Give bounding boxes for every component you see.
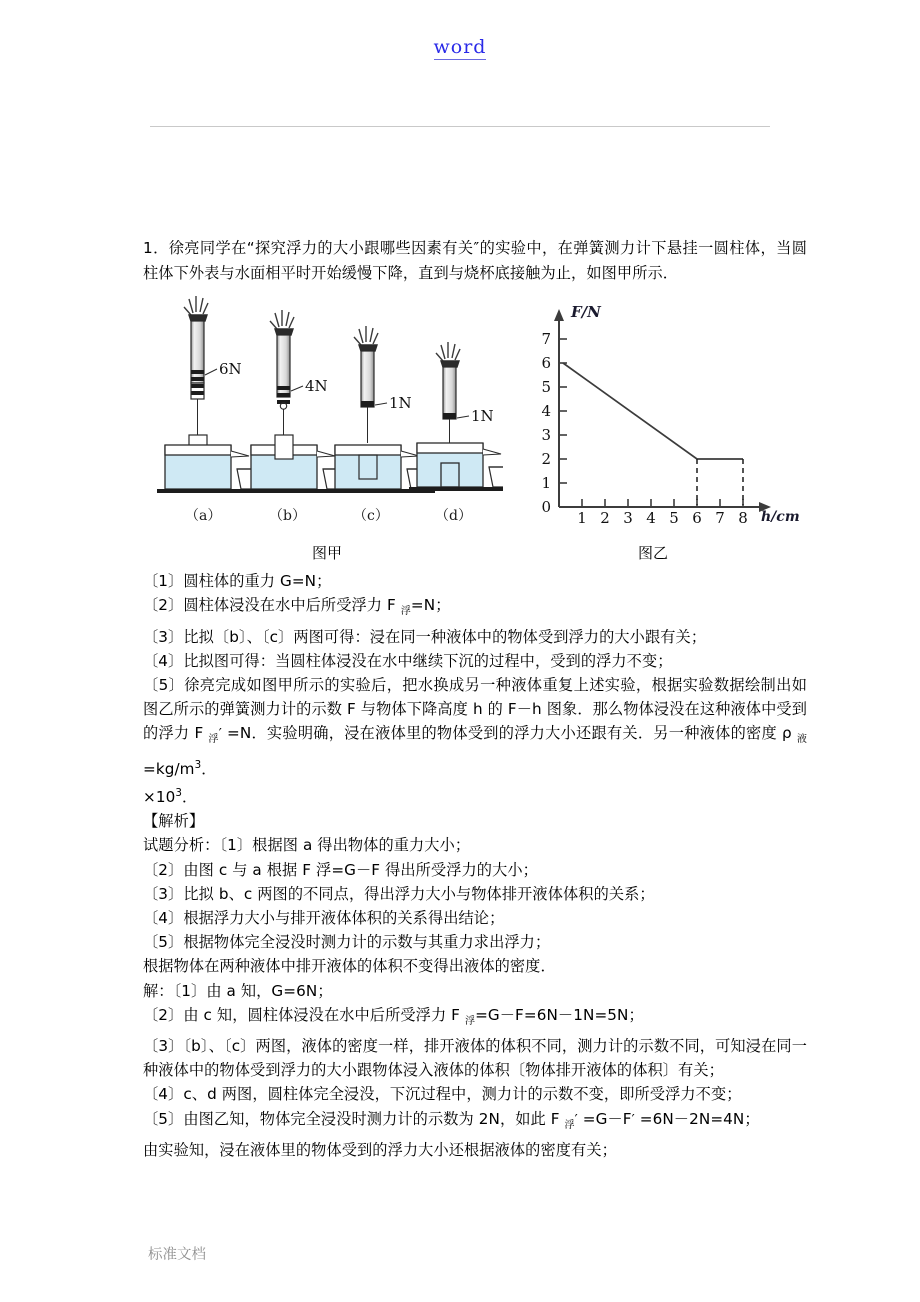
svg-text:1: 1	[577, 509, 587, 524]
analysis-line-5: 〔5〕根据物体完全浸没时测力计的示数与其重力求出浮力；	[143, 933, 551, 952]
svg-text:7: 7	[715, 509, 725, 524]
clamp-icon-a	[184, 296, 208, 321]
y-axis-label: F/N	[571, 303, 601, 322]
analysis-line-4: 〔4〕根据浮力大小与排开液体体积的关系得出结论；	[143, 909, 505, 928]
fh-chart	[503, 293, 803, 523]
y-axis-arrow	[554, 309, 564, 321]
solution-line-6: 由实验知，浸在液体里的物体受到的浮力大小还根据液体的密度有关；	[143, 1140, 617, 1159]
scale-bands-d	[443, 413, 456, 419]
question-item-1: 〔1〕圆柱体的重力 G=N；	[143, 572, 332, 591]
panel-d	[409, 342, 503, 491]
data-line	[563, 363, 743, 459]
document-body	[143, 236, 807, 1162]
svg-text:6: 6	[541, 354, 551, 373]
panel-d-reading: 1N	[471, 407, 494, 426]
question-item-4: 〔4〕比拟图可得：当圆柱体浸没在水中继续下沉的过程中，受到的浮力不变；	[143, 651, 673, 670]
svg-text:4: 4	[646, 509, 656, 524]
solution-line-5: 〔5〕由图乙知，物体完全浸没时测力计的示数为 2N，如此 F $_浮$′ =G－F′ =6N－2N=4N；	[143, 1109, 760, 1131]
spring-scale-d	[443, 367, 456, 419]
svg-text:2: 2	[600, 509, 610, 524]
svg-text:3: 3	[623, 509, 633, 524]
analysis-line-1: 试题分析：〔1〕根据图 a 得出物体的重力大小；	[143, 836, 471, 855]
figure-jia-caption: 图甲	[311, 544, 342, 563]
apparatus-diagram	[151, 293, 503, 507]
spring-scale-c	[361, 351, 374, 407]
analysis-heading: 【解析】	[143, 812, 205, 831]
page-watermark	[0, 36, 920, 58]
svg-text:1: 1	[541, 474, 551, 493]
scale-bands-b	[277, 386, 290, 404]
x-ticks	[582, 499, 743, 507]
svg-text:6: 6	[692, 509, 702, 524]
page-footer: 标准文档	[148, 1247, 206, 1263]
solution-line-2: 〔2〕由 c 知，圆柱体浸没在水中后所受浮力 F $_浮$=G－F=6N－1N=5N；	[143, 1005, 644, 1027]
cylinder-block-b	[275, 435, 293, 459]
solution-line-4: 〔4〕c、d 两图，圆柱体完全浸没，下沉过程中，测力计的示数不变，即所受浮力不变；	[143, 1085, 742, 1104]
panel-b-reading: 4N	[305, 377, 328, 396]
figures-row	[143, 293, 807, 569]
svg-text:5: 5	[541, 378, 551, 397]
y-ticks	[559, 339, 567, 483]
solution-line-3: 〔3〕〔b〕、〔c〕两图，液体的密度一样，排开液体的体积不同，测力计的示数不同，可知浸在同一种液体中的物体受到浮力的大小跟物体浸入液体的体积〔物体排开液体的体积〕有关；	[143, 1037, 807, 1080]
header-divider	[150, 126, 770, 127]
panel-label-a: （a）	[185, 508, 222, 525]
table-d	[409, 487, 503, 491]
svg-text:3: 3	[541, 426, 551, 445]
svg-text:4: 4	[541, 402, 551, 421]
panel-label-d: （d）	[435, 508, 472, 525]
figure-yi	[503, 293, 803, 569]
question-stem: 1．徐亮同学在“探究浮力的大小跟哪些因素有关″的实验中，在弹簧测力计下悬挂一圆柱体，当圆柱体下外表与水面相平时开始缓慢下降，直到与烧杯底接触为止，如图甲所示．	[143, 239, 807, 282]
y-tick-labels	[541, 330, 551, 516]
panel-a	[157, 296, 265, 493]
panel-label-b: （b）	[269, 508, 306, 525]
analysis-line-2: 〔2〕由图 c 与 a 根据 F 浮=G－F 得出所受浮力的大小；	[143, 860, 538, 879]
svg-text:0: 0	[541, 498, 551, 517]
x-axis-label: h/cm	[761, 509, 800, 524]
panel-label-row	[151, 505, 503, 527]
svg-text:5: 5	[669, 509, 679, 524]
svg-text:2: 2	[541, 450, 551, 469]
analysis-line-6: 根据物体在两种液体中排开液体的体积不变得出液体的密度．	[143, 957, 556, 976]
scale-bands-c	[361, 401, 374, 407]
question-item-2: 〔2〕圆柱体浸没在水中后所受浮力 F $_浮$=N；	[143, 596, 451, 618]
figure-yi-caption: 图乙	[637, 544, 668, 563]
x-tick-labels	[577, 509, 748, 523]
svg-text:7: 7	[541, 330, 551, 349]
panel-c-reading: 1N	[389, 394, 412, 413]
clamp-icon-c	[354, 326, 378, 351]
catch-cup-d	[489, 467, 503, 487]
clamp-icon-d	[436, 342, 460, 367]
panel-a-reading: 6N	[219, 360, 242, 379]
clamp-icon-b	[270, 310, 294, 335]
question-item-5: 〔5〕徐亮完成如图甲所示的实验后，把水换成另一种液体重复上述实验，根据实验数据绘制出如图乙所示的弹簧测力计的示数 F 与物体下降高度 h 的 F－h 图象．那么物体浸没在这种液体中受到的浮力 F $_浮$′ =N．实验明确，浸在液体里的物体受到的浮力大小还跟有关．另一种液体的密度 ρ $_液=kg/m^3$．	[143, 676, 808, 778]
analysis-line-3: 〔3〕比拟 b、c 两图的不同点，得出浮力大小与物体排开液体体积的关系；	[143, 884, 655, 903]
watermark-text: word	[433, 36, 487, 58]
panel-label-c: （c）	[353, 508, 389, 525]
question-item-6: $\times 10^3$．	[143, 786, 198, 806]
question-item-3: 〔3〕比拟〔b〕、〔c〕两图可得：浸在同一种液体中的物体受到浮力的大小跟有关；	[143, 627, 707, 646]
figure-jia	[151, 293, 503, 569]
solution-line-1: 解：〔1〕由 a 知，G=6N；	[143, 981, 333, 1000]
svg-text:8: 8	[738, 509, 748, 524]
